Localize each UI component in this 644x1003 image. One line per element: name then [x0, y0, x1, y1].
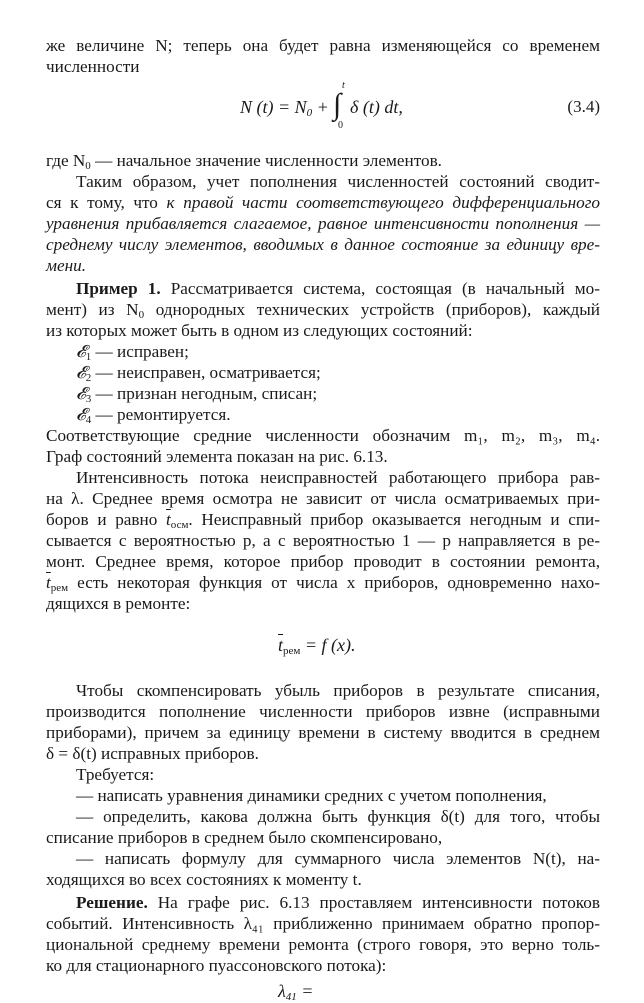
text-line: уравнения прибавляется слагаемое, равное интенсивности пополнения —	[46, 214, 600, 233]
equation-number: (3.4)	[567, 97, 600, 116]
text-line: ходящихся во всех состояниях к моменту t.	[46, 870, 362, 889]
text-line: мени.	[46, 256, 87, 275]
solution-heading: Решение.	[76, 893, 148, 912]
text-line: Соответствующие средние численности обозначим m₁, m₂, m₃, m₄.	[46, 426, 600, 445]
text-line: списание приборов в среднем было скомпенсировано,	[46, 828, 443, 847]
integral-sign: ∫	[333, 88, 342, 121]
lambda-lhs: $\lambda_{41}$ =	[278, 981, 314, 1003]
text-line: на λ. Среднее время осмотра не зависит от числа осматриваемых при-	[46, 489, 600, 508]
state-item: 𝓔$_2$ — неисправен, осматривается;	[76, 363, 321, 384]
text-line: Интенсивность потока неисправностей работающего прибора рав-	[76, 468, 600, 487]
text-line: Граф состояний элемента показан на рис. 6.13.	[46, 447, 388, 466]
text-line: — определить, какова должна быть функция δ(t) для того, чтобы	[76, 807, 600, 826]
text-line: Пример 1. Рассматривается система, состоящая (в начальный мо-	[76, 279, 600, 298]
text-line: же величине N; теперь она будет равна изменяющейся со временем	[46, 36, 600, 55]
text-line: дящихся в ремонте:	[46, 594, 191, 613]
text-line: боров и равно $\overline{t}_{осм}$. Неисправный прибор оказывается негодным и спи-	[46, 510, 600, 531]
integral-lower-limit: 0	[338, 120, 343, 131]
state-item: 𝓔$_1$ — исправен;	[76, 342, 189, 363]
text-line: ко для стационарного пуассоновского потока):	[46, 956, 387, 975]
text-line: монт. Среднее время, которое прибор проводит в состоянии ремонта,	[46, 552, 600, 571]
text-line: Решение. На графе рис. 6.13 проставляем интенсивности потоков	[76, 893, 600, 912]
text-line: производится пополнение численности приборов извне (исправными	[46, 702, 600, 721]
state-item: 𝓔$_4$ — ремонтируется.	[76, 405, 231, 426]
text-line: мент) из $N_0$ однородных технических устройств (приборов), каждый	[46, 300, 600, 321]
text-line: Чтобы скомпенсировать убыль приборов в результате списания,	[76, 681, 600, 700]
text-line: из которых может быть в одном из следующих состояний:	[46, 321, 473, 340]
equation-lhs: N $(t) = N_0$ +	[240, 97, 329, 119]
text-line: циональной среднему времени ремонта (строго говоря, это верно толь-	[46, 935, 600, 954]
text-line: — написать формулу для суммарного числа элементов N(t), на-	[76, 849, 600, 868]
text-line: численности	[46, 57, 140, 76]
text-line: Таким образом, учет пополнения численностей состояний сводит-	[76, 172, 600, 191]
equation-t-rem: $\overline{t}_{рем} = f$ (x).	[278, 635, 356, 657]
example-heading: Пример 1.	[76, 279, 161, 298]
text-line: δ = δ(t) исправных приборов.	[46, 744, 259, 763]
equation-integrand: δ (t) dt,	[350, 97, 403, 117]
text-line: событий. Интенсивность λ₄₁ приближенно принимаем обратно пропор-	[46, 914, 600, 933]
state-item: 𝓔$_3$ — признан негодным, списан;	[76, 384, 318, 405]
integral-upper-limit: t	[342, 80, 345, 91]
text-line: $\overline{t}_{рем}$ есть некоторая функция от числа x приборов, одновременно нахо-	[46, 573, 600, 594]
text-line: ся к тому, что к правой части соответствующего дифференциального	[46, 193, 600, 212]
text-line: приборами), причем за единицу времени в систему вводится в среднем	[46, 723, 600, 742]
text-line: сывается с вероятностью p, а с вероятностью 1 — p направляется в ре-	[46, 531, 600, 550]
text-line: — написать уравнения динамики средних с учетом пополнения,	[76, 786, 547, 805]
text-line: где $N_0$ — начальное значение численности элементов.	[46, 151, 442, 172]
text-line: Требуется:	[76, 765, 155, 784]
text-line: среднему числу элементов, вводимых в данное состояние за единицу вре-	[46, 235, 600, 254]
